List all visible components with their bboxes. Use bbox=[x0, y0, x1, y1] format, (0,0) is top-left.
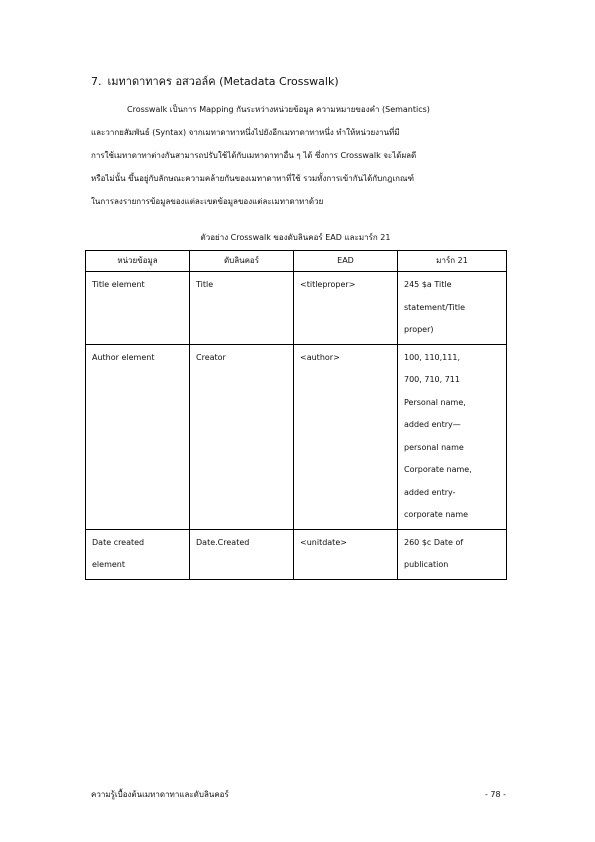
cell-line: Date created bbox=[92, 537, 145, 547]
table-caption: ตัวอย่าง Crosswalk ของดับลินคอร์ EAD และมาร์ก 21 bbox=[200, 233, 391, 242]
cell-line: Creator bbox=[196, 352, 226, 362]
cell-line: corporate name bbox=[404, 510, 469, 519]
cell-line: personal name bbox=[404, 442, 464, 452]
section-heading bbox=[91, 74, 511, 90]
cell-line: Date.Created bbox=[196, 537, 250, 547]
paragraph-line: หรือไม่นั้น ขึ้นอยู่กับลักษณะความคล้ายกันของเมทาดาทาที่ใช้ รวมทั้งการเข้ากันได้กับกฎเกณฑ์ bbox=[91, 174, 415, 183]
cell-line: <titleproper> bbox=[300, 280, 356, 289]
paragraph-line: การใช้เมทาดาทาต่างกันสามารถปรับใช้ได้กับเมทาดาทาอื่น ๆ ได้ ซึ่งการ Crosswalk จะได้ผลดี bbox=[91, 151, 417, 160]
table-row bbox=[86, 529, 507, 579]
cell-line: <author> bbox=[300, 352, 340, 362]
section-number: 7. bbox=[91, 75, 102, 88]
footer-book-title: ความรู้เบื้องต้นเมทาดาทาและดับลินคอร์ bbox=[91, 790, 229, 799]
page-number: - 78 - bbox=[484, 790, 506, 799]
cell-element bbox=[86, 529, 190, 579]
cell-line: Personal name, bbox=[404, 397, 466, 407]
cell-dublin-core bbox=[190, 529, 294, 579]
crosswalk-paragraph bbox=[91, 98, 505, 213]
header-element: หน่วยข้อมูล bbox=[86, 251, 190, 272]
cell-line: statement/Title bbox=[404, 302, 466, 312]
cell-ead bbox=[294, 272, 398, 345]
table-header-row bbox=[86, 251, 507, 272]
cell-line: 245 $a Title bbox=[404, 280, 452, 289]
cell-line: added entry- bbox=[404, 487, 456, 497]
cell-dublin-core bbox=[190, 272, 294, 345]
table-row bbox=[86, 344, 507, 529]
cell-line: 700, 710, 711 bbox=[404, 375, 460, 384]
crosswalk-table bbox=[85, 250, 507, 580]
header-ead: EAD bbox=[294, 251, 398, 272]
cell-line: added entry— bbox=[404, 420, 461, 429]
paragraph-line: และวากยสัมพันธ์ (Syntax) จากเมทาดาทาหนึ่งไปยังอีกเมทาดาทาหนึ่ง ทำให้หน่วยงานที่มี bbox=[91, 128, 400, 137]
cell-line: 100, 110,111, bbox=[404, 352, 460, 362]
cell-line: element bbox=[92, 560, 125, 569]
cell-ead bbox=[294, 344, 398, 529]
cell-line: publication bbox=[404, 560, 449, 569]
header-dublin-core: ดับลินคอร์ bbox=[190, 251, 294, 272]
paragraph-line: ในการลงรายการข้อมูลของแต่ละเขตข้อมูลของแต่ละเมทาดาทาด้วย bbox=[91, 197, 324, 206]
paragraph-line: Crosswalk เป็นการ Mapping กันระหว่างหน่วยข้อมูล ความหมายของคำ (Semantics) bbox=[127, 105, 430, 114]
cell-line: Title bbox=[196, 280, 214, 289]
cell-marc21 bbox=[398, 529, 507, 579]
cell-element bbox=[86, 344, 190, 529]
cell-line: Corporate name, bbox=[404, 465, 472, 474]
cell-element bbox=[86, 272, 190, 345]
cell-line: <unitdate> bbox=[300, 537, 347, 547]
table-row bbox=[86, 272, 507, 345]
header-marc21: มาร์ก 21 bbox=[398, 251, 507, 272]
cell-line: 260 $c Date of bbox=[404, 537, 464, 547]
cell-dublin-core bbox=[190, 344, 294, 529]
cell-line: Title element bbox=[92, 280, 145, 289]
cell-marc21 bbox=[398, 272, 507, 345]
cell-line: proper) bbox=[404, 325, 434, 334]
cell-marc21 bbox=[398, 344, 507, 529]
section-title: เมทาดาทาคร อสวอล์ค (Metadata Crosswalk) bbox=[107, 75, 339, 88]
cell-line: Author element bbox=[92, 352, 155, 362]
cell-ead bbox=[294, 529, 398, 579]
